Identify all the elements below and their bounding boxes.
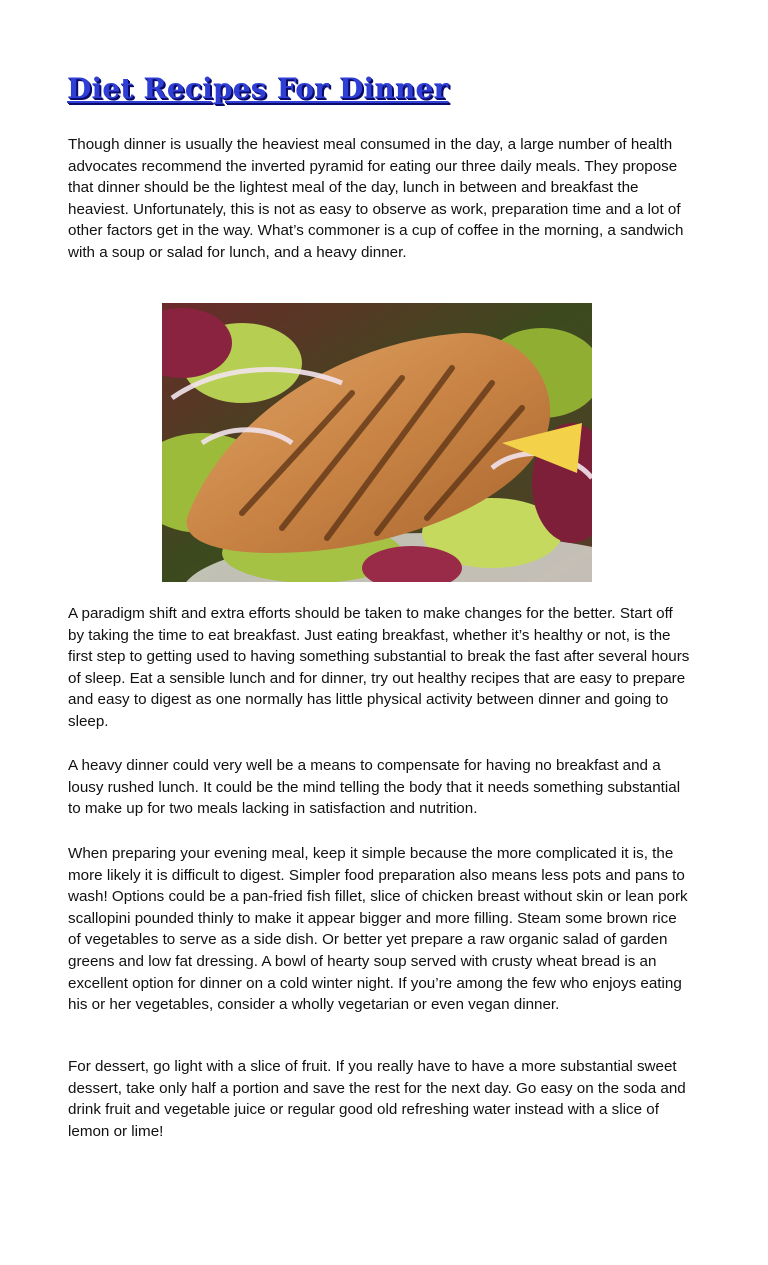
paragraph-intro: Though dinner is usually the heaviest meal consumed in the day, a large number of health advocates recommend the inverted pyramid for eating our three daily meals. They propose that dinner should be the lightest meal of the day, lunch in between and breakfast the heaviest. Unfortunately, this is not as easy to observe as work, preparation time and a lot of other factors get in the way. What’s commoner is a cup of coffee in the morning, a sandwich with a soup or salad for lunch, and a heavy dinner. [68, 136, 684, 261]
paragraph-evening-meal: When preparing your evening meal, keep it simple because the more complicated it is, the more likely it is difficult to digest. Simpler food preparation also means less pots and pans to wash! Options could be a pan-fried fish fillet, slice of chicken breast without skin or lean pork scallopini pounded thinly to make it appear bigger and more filling. Steam some brown rice of vegetables to serve as a side dish. Or better yet prepare a raw organic salad of garden greens and low fat dressing. A bowl of hearty soup served with crusty wheat bread is an excellent option for dinner on a cold winter night. If you’re among the few who enjoys eating his or her vegetables, consider a wholly vegetarian or even vegan dinner. [68, 845, 688, 1014]
paragraph-paradigm-shift: A paradigm shift and extra efforts should be taken to make changes for the better. Start off by taking the time to eat breakfast. Just eating breakfast, whether it’s healthy or not, is the first step to getting used to having something substantial to break the fast after several hours of sleep. Eat a sensible lunch and for dinner, try out healthy recipes that are easy to prepare and easy to digest as one normally has little physical activity between dinner and going to sleep. [68, 605, 690, 730]
page-title: Diet Recipes For Dinner [67, 72, 449, 105]
paragraph-dessert: For dessert, go light with a slice of fruit. If you really have to have a more substantial sweet dessert, take only half a portion and save the rest for the next day. Go easy on the soda and drink fruit and vegetable juice or regular good old refreshing water instead with a slice of lemon or lime! [68, 1058, 686, 1140]
grilled-chicken-salad-photo [162, 303, 592, 582]
paragraph-heavy-dinner: A heavy dinner could very well be a means to compensate for having no breakfast and a lousy rushed lunch. It could be the mind telling the body that it needs something substantial to make up for two meals lacking in satisfaction and nutrition. [68, 757, 681, 818]
